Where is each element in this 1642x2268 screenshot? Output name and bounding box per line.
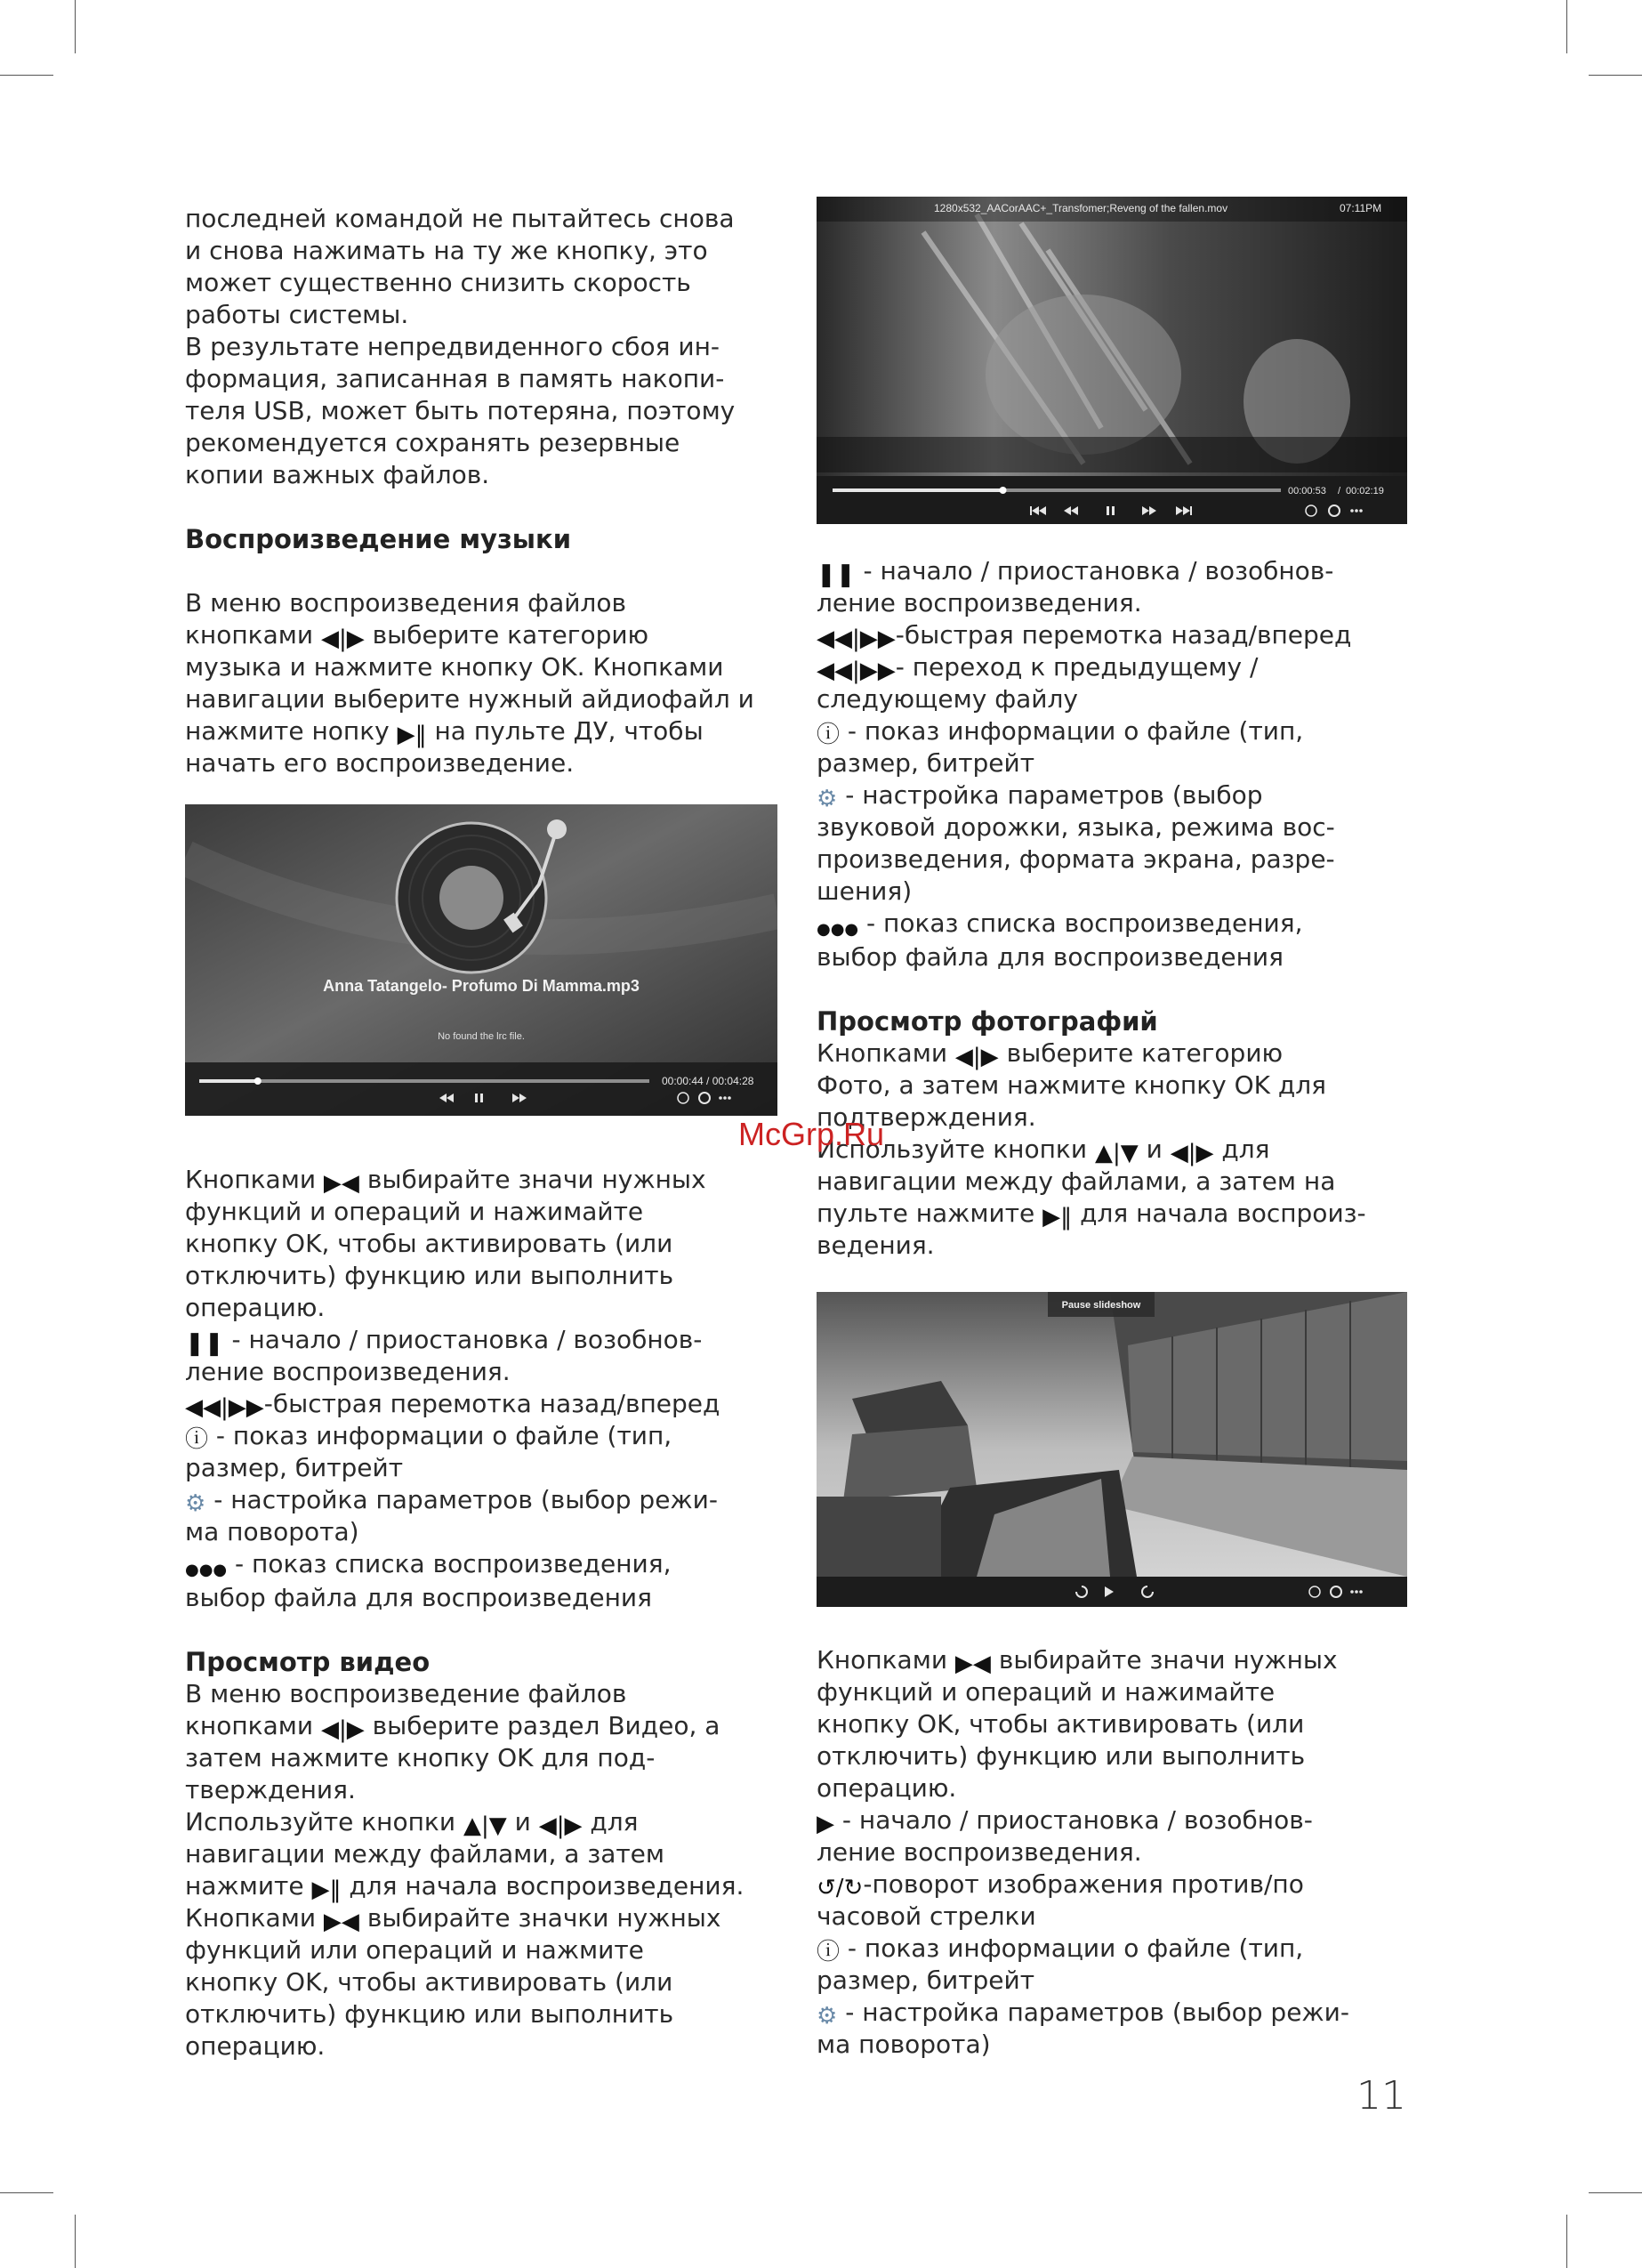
text-line: следующему файлу xyxy=(817,684,1078,714)
text-line: В меню воспроизведение файлов xyxy=(185,1679,627,1708)
track-title: Anna Tatangelo- Profumo Di Mamma.mp3 xyxy=(323,977,640,995)
text-line: Используйте кнопки ▲|▼ и ◀|▶ для xyxy=(185,1807,639,1839)
text-line: выбор файла для воспроизведения xyxy=(185,1583,652,1612)
text-line: начать его воспроизведение. xyxy=(185,748,575,778)
play-pause-icon: ▶‖ xyxy=(311,1877,342,1903)
crop-mark xyxy=(1566,0,1567,53)
text-line: работы системы. xyxy=(185,300,409,329)
section-heading-video: Просмотр видео xyxy=(185,1647,431,1677)
text-line: ❚❚ - начало / приостановка / возобнов- xyxy=(185,1325,703,1357)
text-line: часовой стрелки xyxy=(817,1901,1036,1931)
video-file-title: 1280x532_AACorAAC+_Transfomer;Reveng of the fallen.mov xyxy=(934,202,1228,214)
text-line: функций и операций и нажимайте xyxy=(817,1677,1276,1707)
text-line: подтверждения. xyxy=(817,1102,1036,1132)
text-line: ление воспроизведения. xyxy=(817,1837,1142,1867)
music-time: 00:00:44 / 00:04:28 xyxy=(662,1075,754,1087)
gear-icon: ⚙ xyxy=(817,2003,838,2030)
more-icon xyxy=(1350,509,1363,513)
text-line: ление воспроизведения. xyxy=(817,588,1142,617)
text-line: кнопками ◀|▶ выберите раздел Видео, а xyxy=(185,1711,720,1743)
text-line: звуковой дорожки, языка, режима вос- xyxy=(817,812,1335,842)
text-line: операцию. xyxy=(817,1773,957,1803)
video-progress-knob xyxy=(1000,487,1007,494)
crop-mark xyxy=(1589,2192,1642,2193)
text-line: размер, битрейт xyxy=(817,1965,1035,1995)
text-line: размер, битрейт xyxy=(817,748,1035,778)
seek-icon: ◀◀|▶▶ xyxy=(817,626,896,652)
text-line: ление воспроизведения. xyxy=(185,1357,511,1386)
video-player-screenshot xyxy=(817,197,1407,524)
text-line: тверждения. xyxy=(185,1775,356,1804)
lyrics-message: No found the lrc file. xyxy=(438,1031,525,1042)
text-line: последней командой не пытайтесь снова xyxy=(185,204,735,233)
text-line: функций или операций и нажмите xyxy=(185,1935,644,1965)
watermark: McGrp.Ru xyxy=(738,1116,885,1152)
text-line: пульте нажмите ▶‖ для начала воспроиз- xyxy=(817,1199,1366,1231)
text-line: кнопку OK, чтобы активировать (или xyxy=(817,1709,1305,1739)
text-line: навигации выберите нужный айдиофайл и xyxy=(185,684,754,714)
up-down-icon: ▲|▼ xyxy=(1094,1140,1139,1166)
page-number: 11 xyxy=(1356,2073,1406,2119)
text-line: отключить) функцию или выполнить xyxy=(185,1999,674,2029)
text-line: музыка и нажмите кнопку OK. Кнопками xyxy=(185,652,724,682)
text-line: копии важных файлов. xyxy=(185,460,490,489)
text-line: В меню воспроизведения файлов xyxy=(185,588,626,617)
text-line: ⚙ - настройка параметров (выбор режи- xyxy=(817,1998,1349,2030)
music-progress-track xyxy=(199,1079,649,1083)
text-line: ⚙ - настройка параметров (выбор режи- xyxy=(185,1485,718,1517)
more-icon xyxy=(1350,1590,1363,1594)
text-line: ▶ - начало / приостановка / возобнов- xyxy=(817,1805,1313,1837)
text-line: может существенно снизить скорость xyxy=(185,268,691,297)
text-line: кнопку OK, чтобы активировать (или xyxy=(185,1967,673,1997)
text-line: В результате непредвиденного сбоя ин- xyxy=(185,332,720,361)
text-line: и снова нажимать на ту же кнопку, это xyxy=(185,236,708,265)
info-icon: ⓘ xyxy=(185,1426,209,1453)
text-line: ведения. xyxy=(817,1231,935,1260)
text-line: операцию. xyxy=(185,2031,326,2061)
crop-mark xyxy=(1589,75,1642,76)
text-line: ❚❚ - начало / приостановка / возобнов- xyxy=(817,556,1334,588)
text-line: шения) xyxy=(817,876,913,906)
text-line: нажмите ▶‖ для начала воспроизведения. xyxy=(185,1871,745,1903)
text-line: Кнопками ▶◀ выбирайте значи нужных xyxy=(817,1645,1338,1677)
crop-mark xyxy=(0,2192,53,2193)
left-right-icon: ◀|▶ xyxy=(320,1716,365,1743)
text-line: формация, записанная в память накопи- xyxy=(185,364,725,393)
pause-icon: ❚❚ xyxy=(185,1330,224,1357)
text-line: операцию. xyxy=(185,1293,326,1322)
text-line: Кнопками ▶◀ выбирайте значи нужных xyxy=(185,1165,706,1197)
text-line: теля USB, может быть потеряна, поэтому xyxy=(185,396,736,425)
bowtie-select-icon: ▶◀ xyxy=(954,1651,991,1677)
bowtie-select-icon: ▶◀ xyxy=(323,1170,359,1197)
text-line: рекомендуется сохранять резервные xyxy=(185,428,680,457)
text-line: нажмите нопку ▶‖ на пульте ДУ, чтобы xyxy=(185,716,704,748)
crop-mark xyxy=(75,2215,76,2268)
music-player-screenshot xyxy=(185,804,777,1116)
right-column-middle xyxy=(817,555,1413,1262)
more-icon: ●●● xyxy=(185,1561,228,1579)
slideshow-banner: Pause slideshow xyxy=(1061,1300,1141,1311)
text-line: ◀◀|▶▶-быстрая перемотка назад/вперед xyxy=(817,620,1352,652)
text-line: ●●● - показ списка воспроизведения, xyxy=(817,908,1413,941)
text-line: Используйте кнопки ▲|▼ и ◀|▶ для xyxy=(817,1134,1270,1166)
more-icon: ●●● xyxy=(817,920,859,939)
left-right-icon: ◀|▶ xyxy=(320,626,365,652)
text-line: ⓘ - показ информации о файле (тип, xyxy=(817,716,1304,748)
text-line: ◀◀|▶▶-быстрая перемотка назад/вперед xyxy=(185,1389,720,1421)
rotate-icon: ↺/↻ xyxy=(817,1875,864,1901)
right-column-bottom xyxy=(817,1644,1413,2061)
video-total: 00:02:19 xyxy=(1346,486,1384,496)
text-line: отключить) функцию или выполнить xyxy=(817,1741,1306,1771)
more-icon xyxy=(719,1096,731,1100)
text-line: Кнопками ▶◀ выбирайте значки нужных xyxy=(185,1903,721,1935)
pause-icon: ❚❚ xyxy=(817,561,856,588)
info-icon: ⓘ xyxy=(817,722,841,748)
gear-icon: ⚙ xyxy=(185,1490,206,1517)
text-line: ↺/↻-поворот изображения против/по xyxy=(817,1869,1304,1901)
svg-text:/: / xyxy=(1338,486,1341,496)
text-line: ⓘ - показ информации о файле (тип, xyxy=(817,1933,1304,1965)
bowtie-select-icon: ▶◀ xyxy=(323,1909,359,1935)
music-progress-fill xyxy=(199,1079,258,1083)
text-line: кнопками ◀|▶ выберите категорию xyxy=(185,620,649,652)
text-line: навигации между файлами, а затем xyxy=(185,1839,665,1868)
text-line: ◀◀|▶▶- переход к предыдущему / xyxy=(817,652,1259,684)
video-clock: 07:11PM xyxy=(1340,202,1382,214)
section-heading-photo: Просмотр фотографий xyxy=(817,1006,1158,1037)
crop-mark xyxy=(0,75,53,76)
text-line: ⓘ - показ информации о файле (тип, xyxy=(185,1421,672,1453)
play-icon: ▶ xyxy=(817,1811,834,1837)
video-elapsed: 00:00:53 xyxy=(1288,486,1326,496)
text-line: кнопку OK, чтобы активировать (или xyxy=(185,1229,673,1258)
photo-viewer-screenshot xyxy=(817,1292,1407,1607)
info-icon: ⓘ xyxy=(817,1939,841,1965)
text-line: ма поворота) xyxy=(817,2030,991,2059)
section-heading-music: Воспроизведение музыки xyxy=(185,524,572,554)
prev-next-icon: ◀◀|▶▶ xyxy=(817,658,896,684)
text-line: функций и операций и нажимайте xyxy=(185,1197,644,1226)
left-column-top xyxy=(185,203,781,779)
video-progress-fill xyxy=(833,488,1003,492)
text-line: произведения, формата экрана, разре- xyxy=(817,844,1335,874)
text-line: Фото, а затем нажмите кнопку OK для xyxy=(817,1070,1327,1100)
text-line: затем нажмите кнопку OK для под- xyxy=(185,1743,656,1772)
text-line: выбор файла для воспроизведения xyxy=(817,942,1284,972)
text-line: ●●● - показ списка воспроизведения, xyxy=(185,1548,781,1582)
left-column-bottom xyxy=(185,1164,781,2062)
seek-icon: ◀◀|▶▶ xyxy=(185,1394,264,1421)
play-pause-icon: ▶‖ xyxy=(397,722,427,748)
text-line: ⚙ - настройка параметров (выбор xyxy=(817,780,1263,812)
gear-icon: ⚙ xyxy=(817,786,838,812)
text-line: отключить) функцию или выполнить xyxy=(185,1261,674,1290)
text-line: размер, битрейт xyxy=(185,1453,404,1482)
crop-mark xyxy=(1566,2215,1567,2268)
left-right-icon: ◀|▶ xyxy=(954,1044,999,1070)
text-line: Кнопками ◀|▶ выберите категорию xyxy=(817,1038,1284,1070)
play-pause-icon: ▶‖ xyxy=(1042,1204,1073,1231)
crop-mark xyxy=(75,0,76,53)
music-progress-knob xyxy=(254,1078,262,1085)
text-line: навигации между файлами, а затем на xyxy=(817,1166,1336,1196)
text-line: ма поворота) xyxy=(185,1517,359,1546)
up-down-icon: ▲|▼ xyxy=(463,1812,507,1839)
left-right-icon: ◀|▶ xyxy=(538,1812,583,1839)
left-right-icon: ◀|▶ xyxy=(1170,1140,1214,1166)
